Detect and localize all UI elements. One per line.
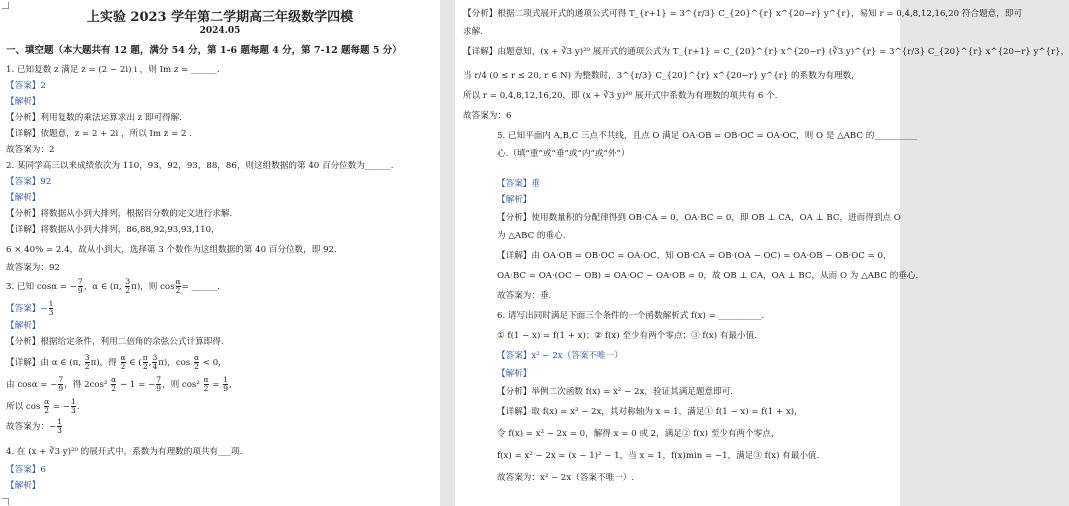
denominator: 9 (156, 384, 161, 393)
detail-3-post: ∈ ( (126, 358, 142, 368)
numerator: π (142, 353, 148, 362)
question-4-stem: 4. 在 (x + ∛3 y)²⁰ 的展开式中，系数为有理数的项共有___项. (6, 447, 243, 457)
analysis-5: 【分析】使用数量积的分配律得到 OB·CA = 0，OA·BC = 0，即 OB ⊥ CA，OA ⊥ BC，进而得到点 O (497, 213, 901, 223)
document-page-left[interactable] (0, 0, 440, 506)
result-3-post: = − (50, 402, 71, 412)
frac-7-9 (58, 376, 63, 393)
derive-3-mid: ，得 2cos² (64, 380, 111, 390)
question-2-stem: 2. 某同学高三以来成绩依次为 110，93，92，93，88，86，则这组数据的第 40 百分位数为______. (6, 161, 394, 171)
numerator: 1 (223, 375, 229, 384)
detail-6-zeros: 令 f(x) = x² − 2x = 0，解得 x = 0 或 2，满足② f(x) 至少有两个零点， (497, 429, 780, 439)
denominator: 2 (44, 406, 49, 415)
frac-alpha-2 (121, 354, 126, 371)
document-page-right[interactable] (455, 0, 1069, 506)
q3-stem-end: = ______. (181, 282, 221, 292)
question-6-conditions: ① f(1 − x) = f(1 + x)；② f(x) 至少有两个零点；③ f(x) 有最小值. (497, 331, 757, 341)
denominator: 3 (71, 406, 76, 415)
q3-stem-post: π)，则 cos (131, 282, 175, 292)
frac-3-2 (125, 278, 130, 295)
numerator: 1 (57, 417, 62, 426)
conclusion-6: 故答案为：x² − 2x（答案不唯一）. (497, 473, 635, 483)
jiexi-6: 【解析】 (497, 369, 532, 379)
crop-mark (2, 498, 9, 505)
numerator: 1 (71, 397, 76, 406)
q4-analysis-cont: 求解. (463, 27, 483, 37)
detail-3-mid: π)，得 (90, 358, 120, 368)
derive-3-tail: = (209, 380, 223, 390)
question-5-stem: 5. 已知平面内 A,B,C 三点不共线，且点 O 满足 OA·OB = OB·OC = OA·OC，则 O 是 △ABC 的__________ (497, 131, 918, 141)
numerator: 7 (58, 375, 64, 384)
numerator: α (44, 397, 50, 406)
frac-1-3 (49, 300, 54, 317)
numerator: 7 (77, 277, 83, 286)
numerator: α (111, 375, 117, 384)
result-3: 所以 cos $\frac{\alpha}{2}$ = − $\frac{1}{3}$ . (6, 397, 80, 415)
numerator: 7 (156, 375, 161, 384)
frac-3-2 (85, 354, 90, 371)
jiexi-1: 【解析】 (6, 97, 41, 107)
frac-3-4 (152, 354, 157, 371)
frac-alpha-2 (194, 354, 199, 371)
denominator: 2 (175, 286, 181, 295)
detail-3-tail: < 0， (200, 358, 227, 368)
answer-1: 【答案】2 (6, 81, 46, 91)
denominator: 2 (111, 384, 117, 393)
numerator: 3 (152, 353, 158, 362)
jiexi-3: 【解析】 (6, 321, 41, 331)
denominator: 9 (77, 286, 83, 295)
detail-5: 【详解】由 OA·OB = OB·OC = OA·OC，知 OB·CA = OB·(OA − OC) = OA·OB − OB·OC = 0， (497, 251, 892, 261)
detail-6: 【详解】取 f(x) = x² − 2x，其对称轴为 x = 1，满足① f(1 − x) = f(1 + x)， (497, 407, 803, 417)
q4-conclusion: 故答案为：6 (463, 111, 512, 121)
derive-3-end: ，则 cos² (162, 380, 203, 390)
detail-2: 【详解】将数据从小到大排列，86,88,92,93,93,110， (6, 225, 220, 235)
denominator: 2 (194, 362, 199, 371)
numerator: 3 (125, 277, 131, 286)
answer-3 (6, 300, 54, 317)
conclusion-2: 故答案为：92 (6, 263, 60, 273)
denominator: 3 (48, 308, 54, 317)
conclusion-5: 故答案为：垂. (497, 291, 552, 301)
derive-3-pre: 由 cosα = − (6, 380, 58, 390)
frac-pi-2 (143, 354, 148, 371)
analysis-3: 【分析】根据给定条件，利用二倍角的余弦公式计算即得. (6, 337, 224, 347)
denominator: 9 (58, 384, 64, 393)
frac-7-9 (156, 376, 161, 393)
analysis-6: 【分析】举例二次函数 f(x) = x² − 2x，验证其满足题意即可. (497, 387, 734, 397)
q4-detail-result: 所以 r = 0,4,8,12,16,20，即 (x + ∛3 y)²⁰ 展开式中系数为有理数的项共有 6 个. (463, 91, 778, 101)
analysis-5-cont: 为 △ABC 的垂心. (497, 231, 566, 241)
page-title: 上实验 2023 学年第二学期高三年级数学四模 (86, 10, 354, 25)
exam-date: 2024.05 (199, 26, 241, 36)
question-3-stem (6, 278, 220, 295)
frac-1-3 (57, 418, 62, 435)
frac-1-3 (71, 398, 76, 415)
derive-3-post: − 1 = − (117, 380, 156, 390)
question-1-stem: 1. 已知复数 z 满足 z = (2 − 2i) i ，则 Im z = ______. (6, 65, 220, 75)
result-3-pre: 所以 cos (6, 402, 44, 412)
frac-1-9 (223, 376, 228, 393)
frac-alpha-2 (111, 376, 116, 393)
frac-alpha-2 (176, 278, 181, 295)
frac-alpha-2 (204, 376, 209, 393)
q3-stem-pre: 3. 已知 cosα = − (6, 282, 77, 292)
jiexi-4: 【解析】 (6, 481, 41, 491)
detail-1: 【详解】依题意，z = 2 + 2i ，所以 Im z = 2 . (6, 129, 192, 139)
numerator: α (193, 353, 200, 362)
section-heading: 一、填空题（本大题共有 12 题，满分 54 分，第 1-6 题每题 4 分，第 7-12 题每题 5 分） (6, 45, 402, 56)
numerator: α (175, 277, 181, 286)
answer-4: 【答案】6 (6, 465, 46, 475)
jiexi-2: 【解析】 (6, 193, 41, 203)
numerator: 1 (48, 299, 54, 308)
denominator: 2 (84, 362, 90, 371)
q3-stem-mid: ，α ∈ (π, (83, 282, 125, 292)
denominator: 2 (125, 286, 131, 295)
answer-6: 【答案】x² − 2x（答案不唯一） (497, 351, 623, 361)
numerator: 3 (84, 353, 90, 362)
derive-3: 由 cosα = − $\frac{7}{9}$ ，得 2cos² $\frac{\alpha}{2}$ − 1 = − $\frac{7}{9}$ ，则 cos² $\frac{\alpha}{2}$ = $\frac{1}{9}$ , (6, 375, 232, 393)
q4-detail: 【详解】由题意知，(x + ∛3 y)²⁰ 展开式的通项公式为 T_{r+1} = C_{20}^{r} x^{20−r} (∛3 y)^{r} = 3^{r/3} C_{20}^{r} x^{20−r} y^{r}， (463, 47, 1069, 57)
denominator: 3 (57, 426, 62, 435)
page-gap (440, 0, 455, 506)
detail-3-pre: 【详解】由 α ∈ (π, (6, 358, 84, 368)
numerator: α (203, 375, 209, 384)
answer-5: 【答案】垂 (497, 179, 540, 189)
denominator: 9 (223, 384, 229, 393)
question-6-stem: 6. 请写出同时满足下面三个条件的一个函数解析式 f(x) = __________. (497, 311, 765, 321)
denominator: 2 (142, 362, 148, 371)
frac-alpha-2 (44, 398, 49, 415)
analysis-2: 【分析】将数据从小到大排列，根据百分数的定义进行求解. (6, 209, 233, 219)
conclusion-3 (6, 418, 63, 435)
denominator: 2 (120, 362, 126, 371)
denominator: 2 (203, 384, 209, 393)
jiexi-5: 【解析】 (497, 195, 532, 205)
answer-2: 【答案】92 (6, 177, 52, 187)
question-5-hint: 心.（填“重”或“垂”或“内”或“外”） (497, 149, 630, 159)
detail-6-min: f(x) = x² − 2x = (x − 1)² − 1，当 x = 1，f(x)min = −1，满足③ f(x) 有最小值. (497, 451, 820, 461)
analysis-1: 【分析】利用复数的乘法运算求出 z 即可得解. (6, 113, 183, 123)
conclusion-1: 故答案为：2 (6, 145, 55, 155)
frac-7-9 (78, 278, 83, 295)
answer-3-text: 【答案】− (6, 304, 48, 314)
calc-2: 6 × 40% = 2.4，故从小到大，选择第 3 个数作为这组数据的第 40 百分位数，即 92. (6, 245, 337, 255)
numerator: α (120, 353, 126, 362)
denominator: 4 (152, 362, 158, 371)
q4-analysis: 【分析】根据二项式展开式的通项公式可得 T_{r+1} = 3^{r/3} C_{20}^{r} x^{20−r} y^{r}，易知 r = 0,4,8,12,16,20 符合题意，即可 (463, 9, 1023, 19)
detail-3-end: π)，cos (158, 358, 193, 368)
detail-5-cont: OA·BC = OA·(OC − OB) = OA·OC − OA·OB = 0，故 OB ⊥ CA，OA ⊥ BC，从而 O 为 △ABC 的垂心. (497, 271, 919, 281)
q4-detail-cond: 当 r/4 (0 ≤ r ≤ 20, r ∈ N) 为整数时，3^{r/3} C_{20}^{r} x^{20−r} y^{r} 的系数为有理数， (463, 71, 860, 81)
detail-3: 【详解】由 α ∈ (π, $\frac{3}{2}$ π)，得 $\frac{\alpha}{2}$ ∈ ( $\frac{\pi}{2}$ , $\frac{3}{4}$ π)，cos $\frac{\alpha}{2}$ < 0， (6, 353, 227, 371)
conclusion-3-text: 故答案为：− (6, 422, 57, 432)
